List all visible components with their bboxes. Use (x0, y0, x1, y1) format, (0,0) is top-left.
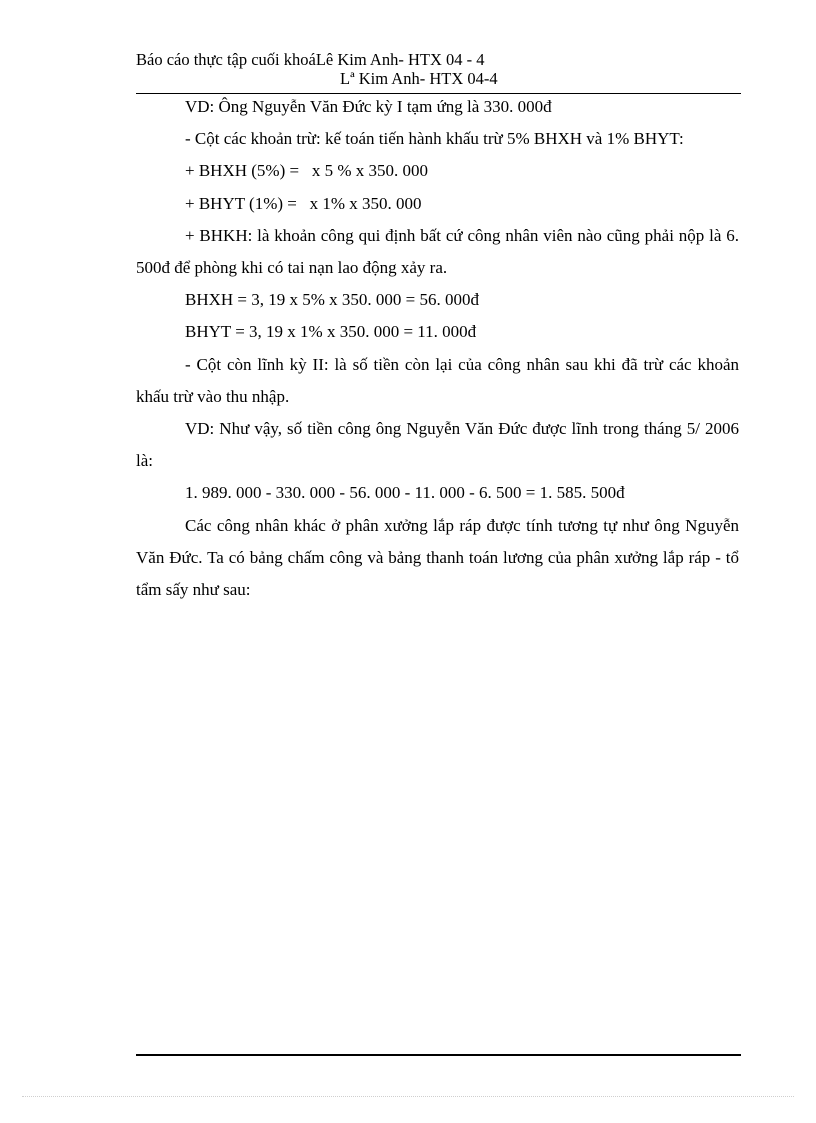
calc-net-pay: 1. 989. 000 - 330. 000 - 56. 000 - 11. 000 - 6. 500 = 1. 585. 500đ (185, 483, 625, 503)
paragraph-example-advance: VD: Ông Nguyễn Văn Đức kỳ I tạm ứng là 330. 000đ (185, 97, 552, 116)
formula-bhxh: + BHXH (5%) = x 5 % x 350. 000 (185, 161, 428, 181)
paragraph-example-pay: VD: Như vậy, số tiền công ông Nguyễn Văn Đức được lĩnh trong tháng 5/ 2006 là: (136, 419, 739, 471)
paragraph-remaining: - Cột còn lĩnh kỳ II: là số tiền còn lại của công nhân sau khi đã trừ các khoản khấu trừ vào thu nhập. (136, 354, 739, 406)
document-body (136, 91, 739, 606)
calc-bhyt: BHYT = 3, 19 x 1% x 350. 000 = 11. 000đ (185, 322, 477, 342)
paragraph-bhkh: + BHKH: là khoản công qui định bất cứ công nhân viên nào cũng phải nộp là 6. 500đ để phòng khi có tai nạn lao động xảy ra. (136, 225, 739, 278)
paragraph-deductions: - Cột các khoản trừ: kế toán tiến hành khấu trừ 5% BHXH và 1% BHYT: (185, 129, 684, 149)
paragraph-conclusion: Các công nhân khác ở phân xưởng lắp ráp được tính tương tự như ông Nguyễn Văn Đức. Ta có bảng chấm công và bảng thanh toán lương của phân xưởng lắp ráp - tổ tẩm sấy như sau: (136, 515, 739, 600)
calc-bhxh: BHXH = 3, 19 x 5% x 350. 000 = 56. 000đ (185, 290, 480, 310)
header-author: Lª Kim Anh- HTX 04-4 (340, 69, 498, 88)
page-header (136, 50, 741, 88)
header-title: Báo cáo thực tập cuối khoáLê Kim Anh- HTX 04 - 4 (136, 50, 485, 69)
formula-bhyt: + BHYT (1%) = x 1% x 350. 000 (185, 193, 422, 213)
footer-divider (136, 1054, 741, 1056)
page-boundary (22, 1096, 794, 1097)
